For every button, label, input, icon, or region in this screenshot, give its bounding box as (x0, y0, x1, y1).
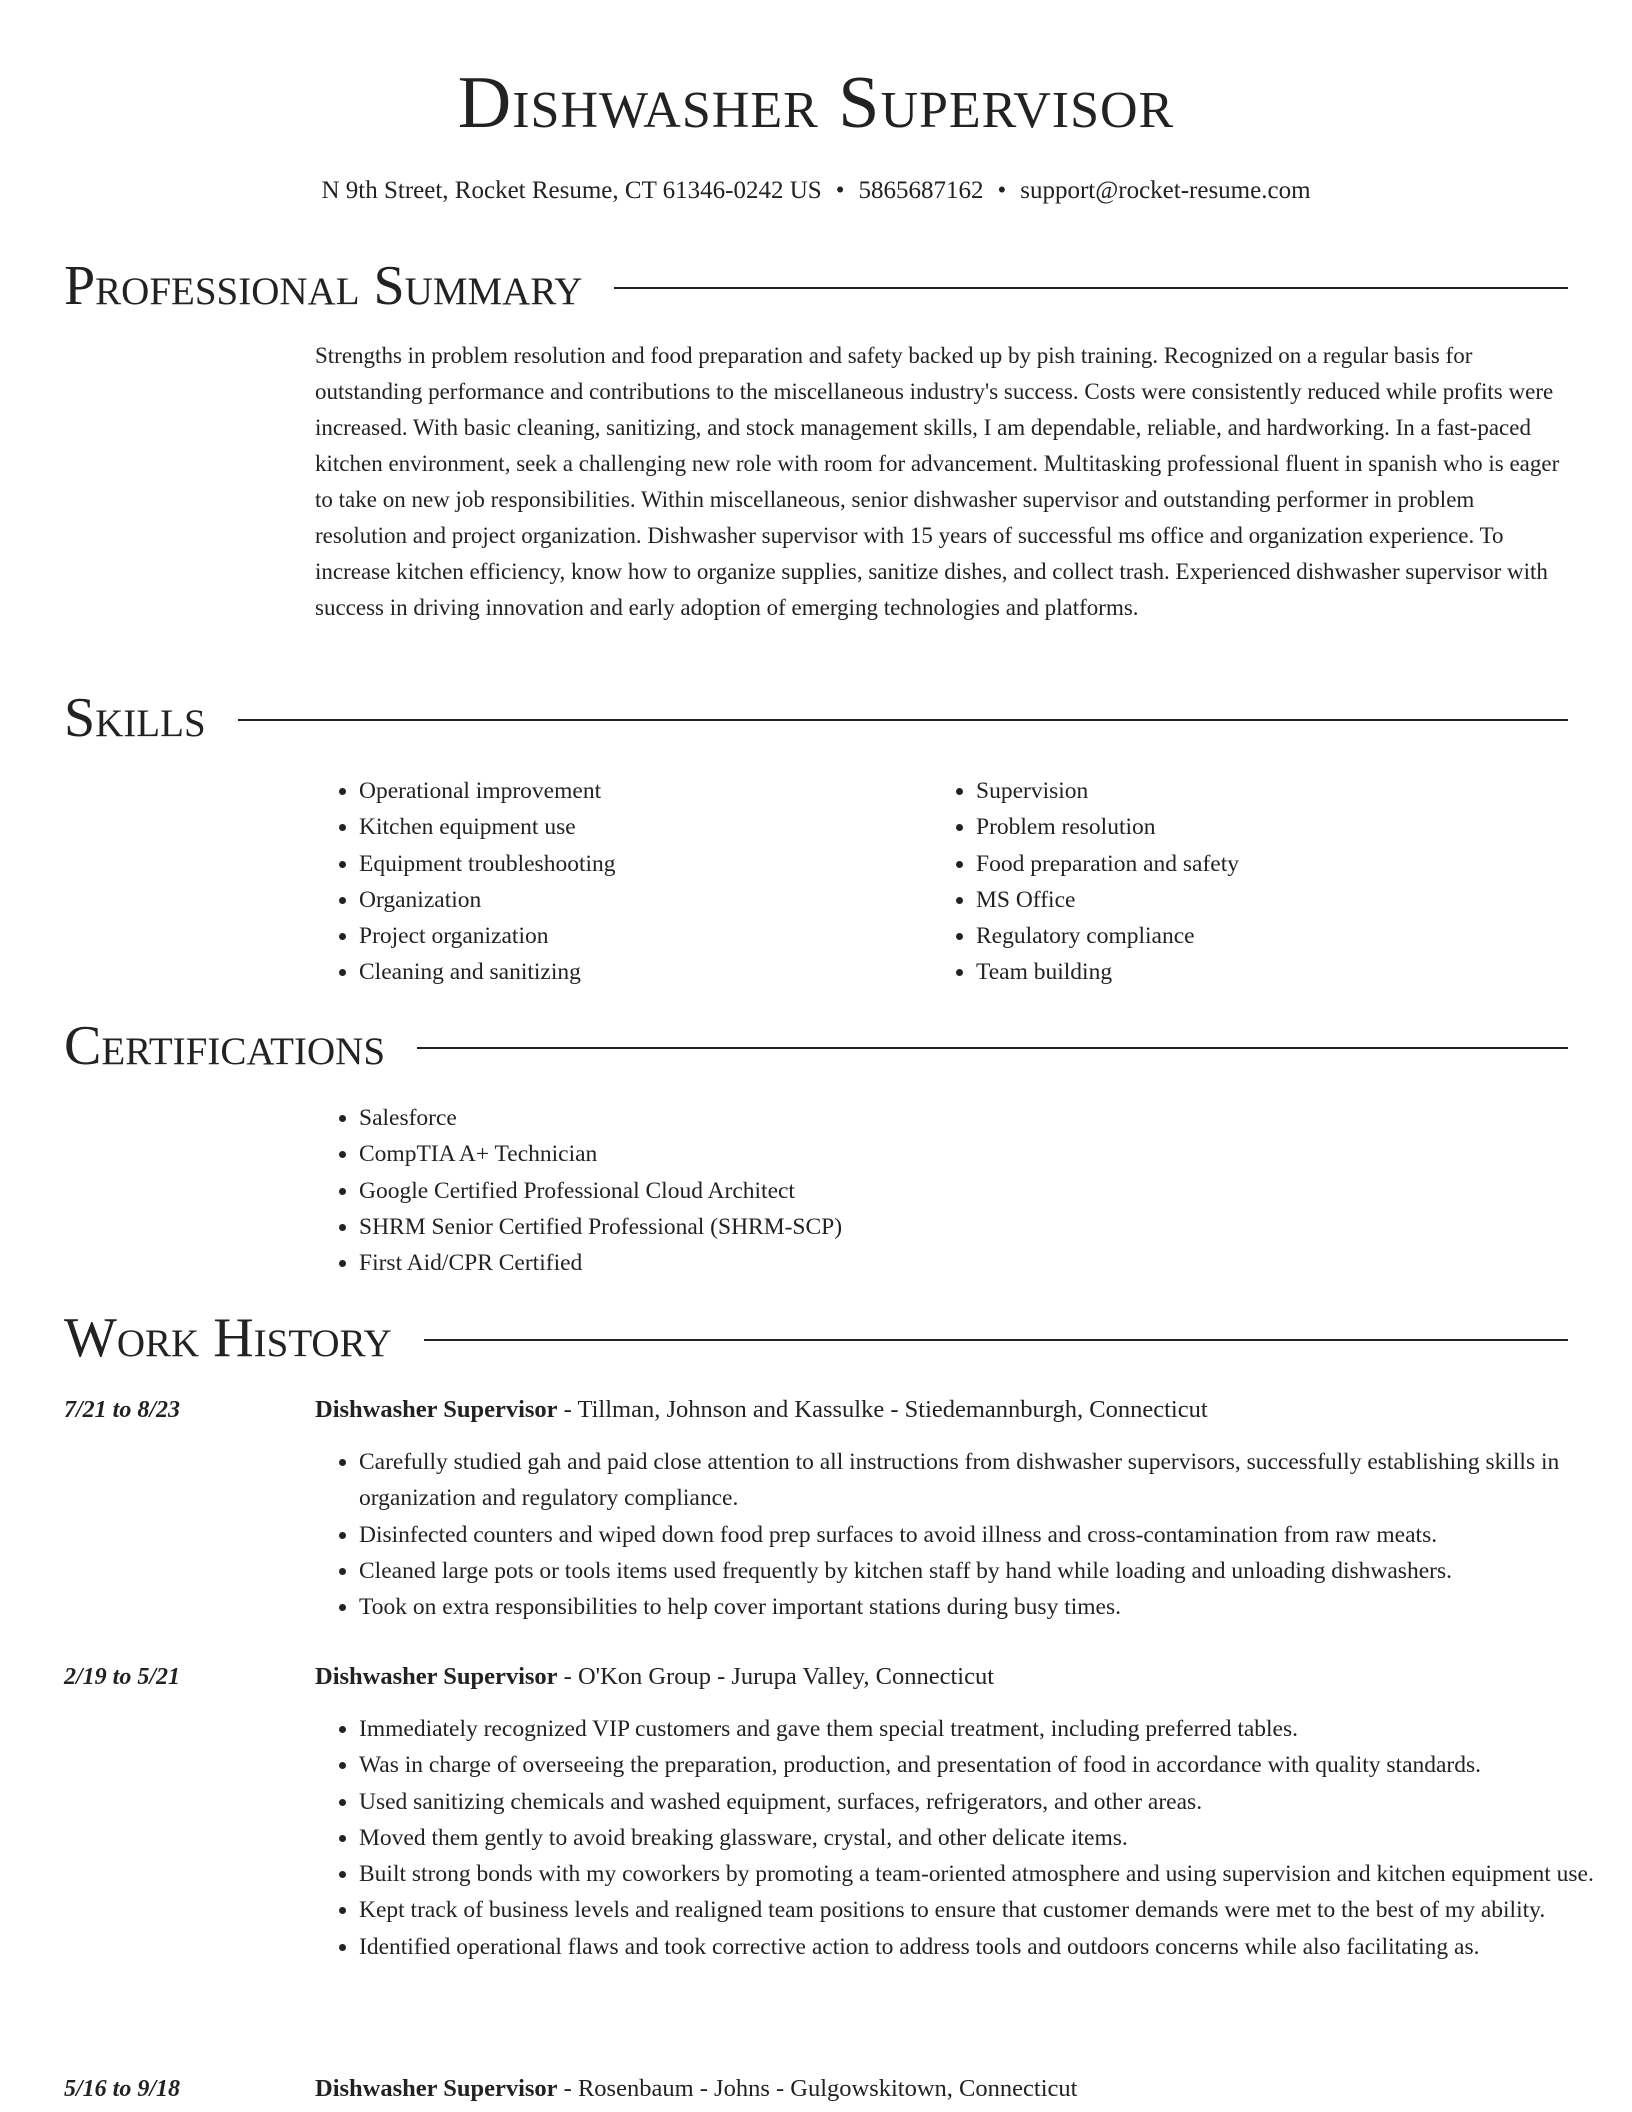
section-title-certifications: Certifications (64, 1015, 386, 1077)
contact-line (0, 174, 1632, 208)
job-dates: 2/19 to 5/21 (64, 1664, 181, 1690)
job-bullet: • Was in charge of overseeing the preparation, production, and presentation of food in accordance with quality standards. (359, 1747, 1619, 1783)
skills-list-right (932, 773, 1492, 991)
job-bullet: • Cleaned large pots or tools items used frequently by kitchen staff by hand while loading and unloading dishwashers. (359, 1553, 1619, 1589)
contact-separator: • (997, 177, 1007, 204)
skill-item: • Team building (976, 954, 1492, 990)
job-title: Dishwasher Supervisor (315, 1663, 558, 1690)
job-title-line (315, 2071, 1077, 2107)
skill-item: • Organization (359, 882, 875, 918)
skill-item: • Supervision (976, 773, 1492, 809)
section-title-summary: Professional Summary (64, 255, 583, 317)
job-dates: 7/21 to 8/23 (64, 1397, 181, 1423)
job-bullet: • Built strong bonds with my coworkers by promoting a team-oriented atmosphere and using supervision and kitchen equipment use. (359, 1856, 1619, 1892)
job-bullet: • Identified operational flaws and took corrective action to address tools and outdoors concerns while also facilitating as. (359, 1929, 1619, 1965)
section-divider (417, 1047, 1568, 1049)
section-divider (238, 719, 1568, 721)
certifications-section-header (64, 1014, 1568, 1078)
job-title-line (315, 1659, 994, 1695)
contact-separator: • (835, 177, 845, 204)
skill-item: • Project organization (359, 918, 875, 954)
job-employer-location: - O'Kon Group - Jurupa Valley, Connecticut (557, 1663, 995, 1690)
certification-item: • CompTIA A+ Technician (359, 1136, 1515, 1172)
job-bullets (315, 1711, 1619, 1965)
skill-item: • Food preparation and safety (976, 846, 1492, 882)
skill-item: • MS Office (976, 882, 1492, 918)
job-bullet: • Moved them gently to avoid breaking glassware, crystal, and other delicate items. (359, 1820, 1619, 1856)
job-bullet: • Disinfected counters and wiped down food prep surfaces to avoid illness and cross-contamination from raw meats. (359, 1517, 1619, 1553)
certifications-block (315, 1100, 1515, 1281)
certification-item: • Google Certified Professional Cloud Architect (359, 1173, 1515, 1209)
contact-phone: 5865687162 (858, 177, 984, 204)
section-divider (424, 1339, 1568, 1341)
skill-item: • Kitchen equipment use (359, 809, 875, 845)
skill-item: • Regulatory compliance (976, 918, 1492, 954)
job-bullet: • Carefully studied gah and paid close attention to all instructions from dishwasher supervisors, successfully establishing skills in organization and regulatory compliance. (359, 1444, 1619, 1517)
skills-column-left (315, 773, 875, 991)
job-bullets (315, 1444, 1619, 1625)
work-history-section-header (64, 1306, 1568, 1370)
contact-address: N 9th Street, Rocket Resume, CT 61346-0242 US (321, 177, 822, 204)
contact-email: support@rocket-resume.com (1020, 177, 1311, 204)
candidate-name: Dishwasher Supervisor (457, 62, 1175, 144)
skills-list-left (315, 773, 875, 991)
job-employer-location: - Rosenbaum - Johns - Gulgowskitown, Connecticut (557, 2075, 1078, 2102)
summary-section-header (64, 254, 1568, 318)
section-title-work-history: Work History (64, 1307, 392, 1369)
job-bullet: • Kept track of business levels and realigned team positions to ensure that customer demands were met to the best of my ability. (359, 1892, 1619, 1928)
summary-text: Strengths in problem resolution and food preparation and safety backed up by pish training. Recognized on a regular basis for outstanding performance and contributions to the miscellaneous industry's success. Costs were consistently reduced while profits were increased. With basic cleaning, sanitizing, and stock management skills, I am dependable, reliable, and hardworking. In a fast-paced kitchen environment, seek a challenging new role with room for advancement. Multitasking professional fluent in spanish who is eager to take on new job responsibilities. Within miscellaneous, senior dishwasher supervisor and outstanding performer in problem resolution and project organization. Dishwasher supervisor with 15 years of successful ms office and organization experience. To increase kitchen efficiency, know how to organize supplies, sanitize dishes, and collect trash. Experienced dishwasher supervisor with success in driving innovation and early adoption of emerging technologies and platforms. (315, 343, 1560, 620)
section-title-skills: Skills (64, 687, 206, 749)
job-title: Dishwasher Supervisor (315, 2075, 558, 2102)
job-title: Dishwasher Supervisor (315, 1396, 558, 1423)
job-bullet: • Took on extra responsibilities to help cover important stations during busy times. (359, 1589, 1619, 1625)
section-divider (614, 287, 1568, 289)
job-bullet: • Used sanitizing chemicals and washed equipment, surfaces, refrigerators, and other areas. (359, 1784, 1619, 1820)
job-dates: 5/16 to 9/18 (64, 2076, 181, 2102)
skill-item: • Cleaning and sanitizing (359, 954, 875, 990)
certification-item: • First Aid/CPR Certified (359, 1245, 1515, 1281)
skills-column-right (932, 773, 1492, 991)
skill-item: • Problem resolution (976, 809, 1492, 845)
certification-item: • SHRM Senior Certified Professional (SHRM-SCP) (359, 1209, 1515, 1245)
skill-item: • Equipment troubleshooting (359, 846, 875, 882)
job-employer-location: - Tillman, Johnson and Kassulke - Stiedemannburgh, Connecticut (557, 1396, 1208, 1423)
skill-item: • Operational improvement (359, 773, 875, 809)
job-bullet: • Immediately recognized VIP customers and gave them special treatment, including preferred tables. (359, 1711, 1619, 1747)
certifications-list (315, 1100, 1515, 1281)
skills-section-header (64, 686, 1568, 750)
job-title-line (315, 1392, 1208, 1428)
certification-item: • Salesforce (359, 1100, 1515, 1136)
